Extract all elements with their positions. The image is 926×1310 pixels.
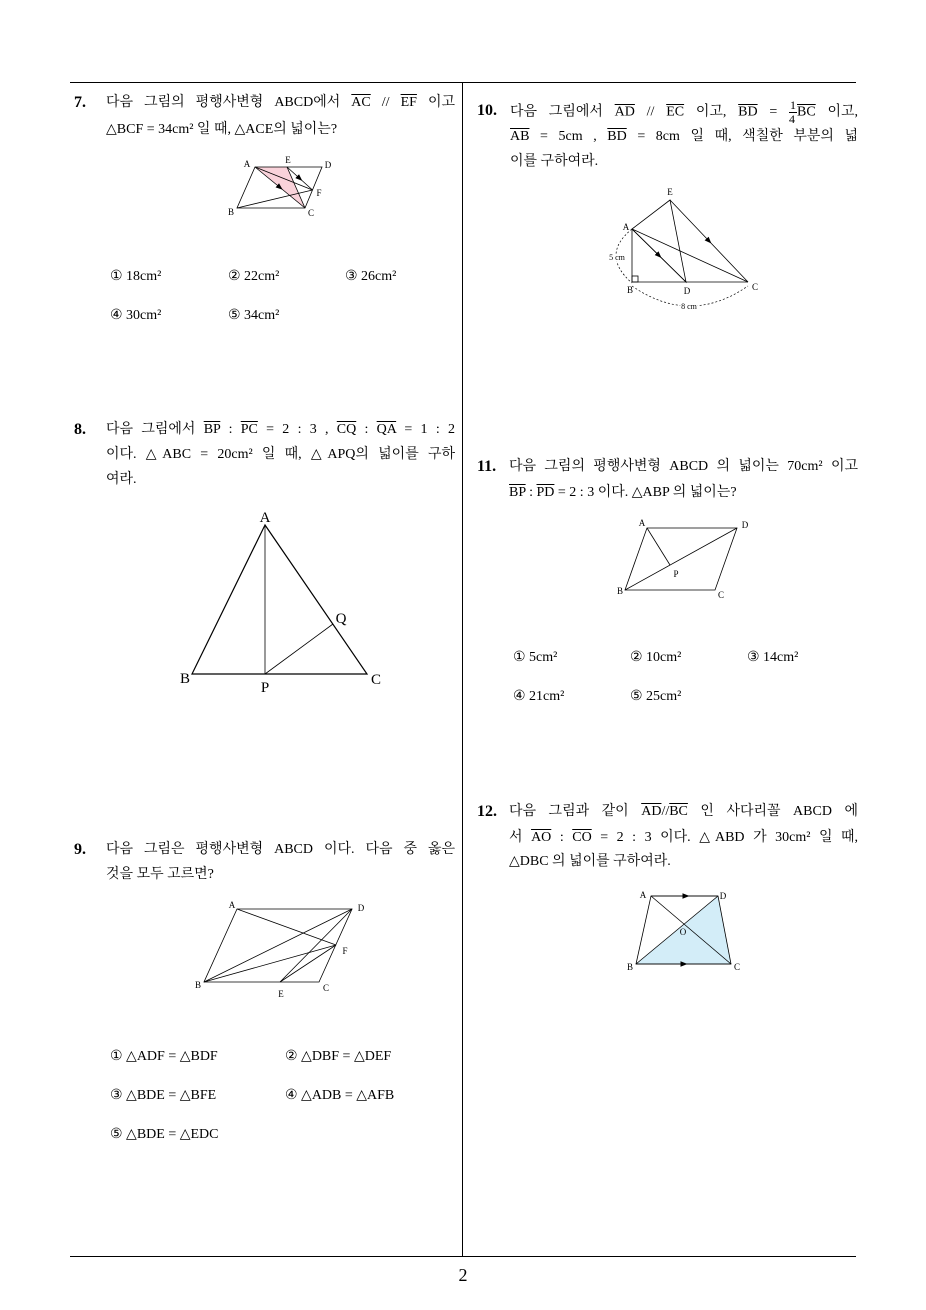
figure-7-parallelogram [228,155,332,218]
segment-ec-with-arrow [670,200,748,282]
segment-ad: $\overline{AD}$ [641,804,662,819]
parallel-symbol: // [370,95,401,110]
problem-number: 11. [477,458,497,475]
length-label-ab: 5 cm [609,253,625,262]
segment-bc: $\overline{BC}$ [669,804,688,819]
label-b: B [194,980,202,990]
right-angle-mark [632,276,638,282]
text-segment: = 2 : 3 이다. △ABD 가 30cm² 일 때, [591,830,859,845]
segment-ad: $\overline{AD}$ [614,104,635,120]
label-e: E [278,989,284,999]
text-segment: = [757,104,789,120]
fraction-numerator: 1 [790,98,796,112]
problem-text-line-1: 다음 그림은 평행사변형 ABCD 이다. 다음 중 옳은 [106,842,455,857]
segment-ab: $\overline{AB}$ [510,129,530,144]
figure-8-triangle [180,510,381,696]
label-c: C [307,208,315,218]
segment-ac: $\overline{AC}$ [351,95,371,110]
problem-number: 12. [477,803,497,820]
figure-12-trapezoid [627,890,740,972]
figure-11-parallelogram [617,518,749,600]
problem-text-line-3: 여라. [106,472,137,487]
segment-ap [647,528,670,565]
label-c: C [370,672,382,688]
segment-ef: $\overline{EF}$ [400,95,417,110]
label-c: C [733,962,741,972]
segment-ec: $\overline{EC}$ [666,104,685,120]
figure-9-parallelogram [195,900,365,999]
segment-pq [265,624,333,674]
label-p: P [260,680,270,696]
label-q: Q [335,611,347,627]
text-segment: 인 사다리꼴 ABCD 에 [687,804,858,819]
choice-1[interactable]: ① 5cm² [513,650,558,665]
segment-ad-with-arrow [632,229,686,282]
label-a: A [639,890,647,900]
text-segment: : [220,422,241,437]
segment-bc: $\overline{BC}$ [797,104,816,120]
problem-number: 8. [74,421,86,438]
label-c: C [717,590,725,600]
segment-bf [204,945,336,982]
choice-3[interactable]: ③ △BDE = △BFE [110,1088,217,1103]
problem-number: 10. [477,102,497,119]
parallel-symbol: // [661,804,670,819]
segment-pc: $\overline{PC}$ [240,422,258,437]
label-a: A [243,159,251,169]
segment-ac [632,229,748,282]
parallel-symbol: // [634,104,667,120]
label-a: A [638,518,646,528]
label-d: D [741,520,749,530]
segment-co: $\overline{CO}$ [572,830,592,845]
text-segment: 다음 그림과 같이 [509,804,642,819]
segment-bp: $\overline{BP}$ [203,422,221,437]
label-d: D [719,891,727,901]
figure-10 [609,187,758,311]
problem-text-line-1: 다음 그림의 평행사변형 ABCD 의 넓이는 70cm² 이고 [509,459,858,474]
label-e: E [667,187,673,197]
choice-4[interactable]: ④ 30cm² [110,308,162,323]
problem-text-line-2: △BCF = 34cm² 일 때, △ACE의 넓이는? [106,122,338,137]
problem-number: 9. [74,841,86,858]
segment-ao: $\overline{AO}$ [531,830,552,845]
segment-bd [625,528,737,590]
text-segment: 다음 그림에서 [510,104,615,120]
label-a: A [259,510,271,526]
choice-2[interactable]: ② 22cm² [228,269,280,284]
segment-bp: $\overline{BP}$ [509,485,526,500]
label-b: B [616,586,624,596]
choice-1[interactable]: ① △ADF = △BDF [110,1049,218,1064]
text-segment: = 2 : 3 , [257,422,337,437]
choice-5[interactable]: ⑤ △BDE = △EDC [110,1127,219,1142]
fraction-denominator: 4 [789,112,795,126]
choice-2[interactable]: ② △DBF = △DEF [285,1049,392,1064]
segment-cq: $\overline{CQ}$ [336,422,357,437]
text-segment: 다음 그림에서 [106,422,204,437]
text-segment: : [525,485,537,500]
problem-text-line-3: 이를 구하여라. [510,154,599,169]
choice-4[interactable]: ④ △ADB = △AFB [285,1088,395,1103]
text-segment: = 1 : 2 [396,422,455,437]
text-segment: : [551,830,573,845]
label-b: B [626,285,634,295]
label-e: E [285,155,291,165]
text-segment: : [356,422,377,437]
segment-pd: $\overline{PD}$ [536,485,555,500]
label-d: D [324,160,332,170]
text-segment: 이고 [416,95,456,110]
label-b: B [179,671,191,687]
problem-text-line-3: △DBC 의 넓이를 구하여라. [509,854,671,869]
choice-3[interactable]: ③ 26cm² [345,269,397,284]
problem-text-line-2: 것을 모두 고르면? [106,867,214,882]
segment-af [237,909,336,945]
segment-bd: $\overline{BD}$ [738,104,758,120]
label-b: B [626,962,634,972]
choice-5[interactable]: ⑤ 34cm² [228,308,280,323]
text-segment: 서 [509,830,532,845]
label-a: A [228,900,236,910]
choice-2[interactable]: ② 10cm² [630,650,682,665]
triangle-abc [192,525,367,674]
choice-1[interactable]: ① 18cm² [110,269,162,284]
label-c: C [322,983,330,993]
label-o: O [679,927,687,937]
label-a: A [622,222,630,232]
segment-bd [204,909,352,982]
text-segment: 이고, [815,104,858,120]
text-segment: 이고, [684,104,739,120]
choice-5[interactable]: ⑤ 25cm² [630,689,682,704]
label-c: C [751,282,759,292]
label-b: B [227,207,235,217]
problem-number: 7. [74,94,86,111]
text-segment: = 8cm 일 때, 색칠한 부분의 넓 [626,129,859,144]
text-segment: 다음 그림의 평행사변형 ABCD에서 [106,95,352,110]
label-p: P [673,569,679,579]
problem-text-line-2: 이다. △ABC = 20cm² 일 때, △APQ의 넓이를 구하 [106,447,455,462]
label-d: D [683,286,691,296]
segment-ed [280,909,352,982]
choice-4[interactable]: ④ 21cm² [513,689,565,704]
label-f: F [342,946,348,956]
text-segment: = 5cm , [529,129,608,144]
label-d: D [357,903,365,913]
label-f: F [316,188,322,198]
page-number: 2 [458,1265,468,1285]
choice-3[interactable]: ③ 14cm² [747,650,799,665]
segment-bd: $\overline{BD}$ [607,129,627,144]
length-label-bd: 8 cm [681,302,697,311]
text-segment: = 2 : 3 이다. △ABP 의 넓이는? [554,485,737,500]
segment-qa: $\overline{QA}$ [376,422,397,437]
